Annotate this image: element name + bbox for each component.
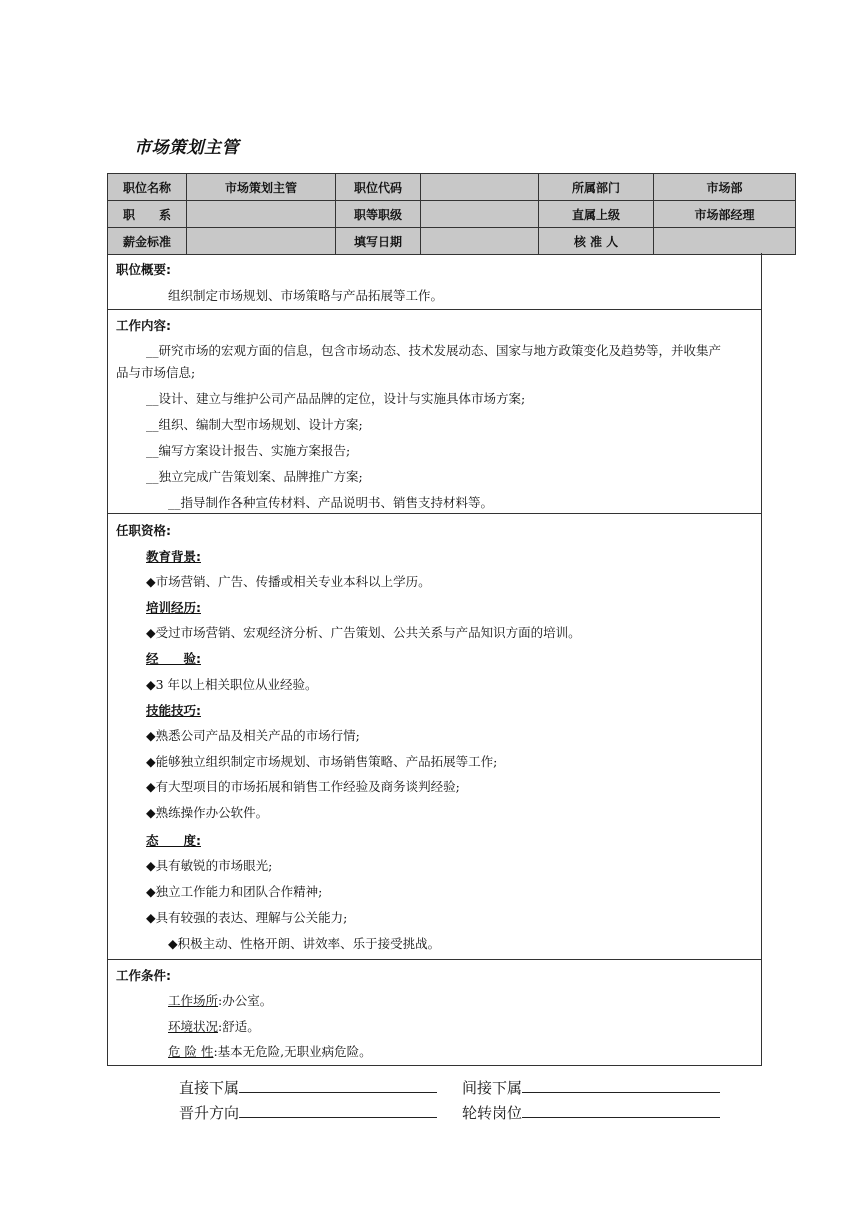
work-item: __编写方案设计报告、实施方案报告; (146, 443, 351, 458)
position-header-table (107, 173, 796, 255)
conditions-section (107, 960, 762, 1066)
rotation-field (462, 1102, 720, 1123)
label-position-name: 职位名称 (108, 174, 187, 201)
condition-risk (168, 1042, 372, 1060)
training-text: ◆受过市场营销、宏观经济分析、广告策划、公共关系与产品知识方面的培训。 (146, 625, 581, 640)
value-position-name: 市场策划主管 (187, 174, 336, 201)
indirect-subordinate-blank[interactable] (522, 1078, 720, 1093)
work-item: __组织、编制大型市场规划、设计方案; (146, 417, 363, 432)
overview-text: 组织制定市场规划、市场策略与产品拓展等工作。 (168, 288, 444, 303)
value-department: 市场部 (654, 174, 796, 201)
value-salary-standard (187, 228, 336, 255)
condition-risk-value: :基本无危险,无职业病危险。 (213, 1044, 372, 1059)
value-fill-date (421, 228, 539, 255)
work-content-section (107, 310, 762, 514)
rotation-blank[interactable] (522, 1103, 720, 1118)
education-text: ◆市场营销、广告、传播或相关专业本科以上学历。 (146, 574, 431, 589)
rotation-label: 轮转岗位 (462, 1104, 523, 1122)
experience-text: ◆3 年以上相关职位从业经验。 (146, 677, 318, 692)
indirect-subordinate-field (462, 1077, 720, 1098)
work-item: 品与市场信息; (116, 365, 196, 380)
attitude-heading: 态 度: (146, 833, 201, 848)
document-title: 市场策划主管 (134, 138, 239, 158)
condition-place (168, 991, 272, 1009)
skills-heading: 技能技巧: (146, 703, 201, 718)
condition-env-value: :舒适。 (218, 1019, 260, 1034)
skill-item: ◆能够独立组织制定市场规划、市场销售策略、产品拓展等工作; (146, 754, 498, 769)
value-position-code (421, 174, 539, 201)
training-heading: 培训经历: (146, 600, 201, 615)
overview-title: 职位概要: (116, 262, 171, 277)
label-grade-level: 职等职级 (336, 201, 421, 228)
attitude-item: ◆具有较强的表达、理解与公关能力; (146, 910, 348, 925)
value-job-family (187, 201, 336, 228)
skill-item: ◆熟练操作办公软件。 (146, 805, 269, 820)
label-salary-standard: 薪金标准 (108, 228, 187, 255)
qualification-title: 任职资格: (116, 523, 171, 538)
education-heading: 教育背景: (146, 549, 201, 564)
promotion-field (179, 1102, 437, 1123)
condition-risk-label: 危 险 性 (168, 1044, 214, 1059)
promotion-blank[interactable] (239, 1103, 437, 1118)
direct-subordinate-field (179, 1077, 437, 1098)
work-title: 工作内容: (116, 318, 171, 333)
header-row-1 (108, 174, 796, 201)
attitude-item: ◆具有敏锐的市场眼光; (146, 858, 273, 873)
condition-place-label: 工作场所 (168, 993, 219, 1008)
experience-heading: 经 验: (146, 651, 201, 666)
label-approver: 核 准 人 (539, 228, 654, 255)
label-direct-supervisor: 直属上级 (539, 201, 654, 228)
value-approver (654, 228, 796, 255)
qualification-section (107, 514, 762, 960)
direct-subordinate-label: 直接下属 (179, 1079, 240, 1097)
label-fill-date: 填写日期 (336, 228, 421, 255)
attitude-item: ◆独立工作能力和团队合作精神; (146, 884, 323, 899)
skill-item: ◆熟悉公司产品及相关产品的市场行情; (146, 728, 360, 743)
header-row-3 (108, 228, 796, 255)
condition-environment (168, 1017, 260, 1035)
work-item: __独立完成广告策划案、品牌推广方案; (146, 469, 363, 484)
label-department: 所属部门 (539, 174, 654, 201)
work-item: __指导制作各种宣传材料、产品说明书、销售支持材料等。 (168, 495, 494, 510)
condition-env-label: 环境状况 (168, 1019, 219, 1034)
header-row-2 (108, 201, 796, 228)
conditions-title: 工作条件: (116, 968, 171, 983)
promotion-label: 晋升方向 (179, 1104, 240, 1122)
label-position-code: 职位代码 (336, 174, 421, 201)
direct-subordinate-blank[interactable] (239, 1078, 437, 1093)
attitude-item: ◆积极主动、性格开朗、讲效率、乐于接受挑战。 (168, 936, 441, 951)
value-direct-supervisor: 市场部经理 (654, 201, 796, 228)
work-item: __研究市场的宏观方面的信息，包含市场动态、技术发展动态、国家与地方政策变化及趋势等，并收集产 (146, 343, 722, 358)
overview-section (107, 253, 762, 310)
value-grade-level (421, 201, 539, 228)
label-job-family: 职 系 (108, 201, 187, 228)
condition-place-value: :办公室。 (218, 993, 273, 1008)
work-item: __设计、建立与维护公司产品品牌的定位，设计与实施具体市场方案; (146, 391, 526, 406)
skill-item: ◆有大型项目的市场拓展和销售工作经验及商务谈判经验; (146, 779, 460, 794)
indirect-subordinate-label: 间接下属 (462, 1079, 523, 1097)
